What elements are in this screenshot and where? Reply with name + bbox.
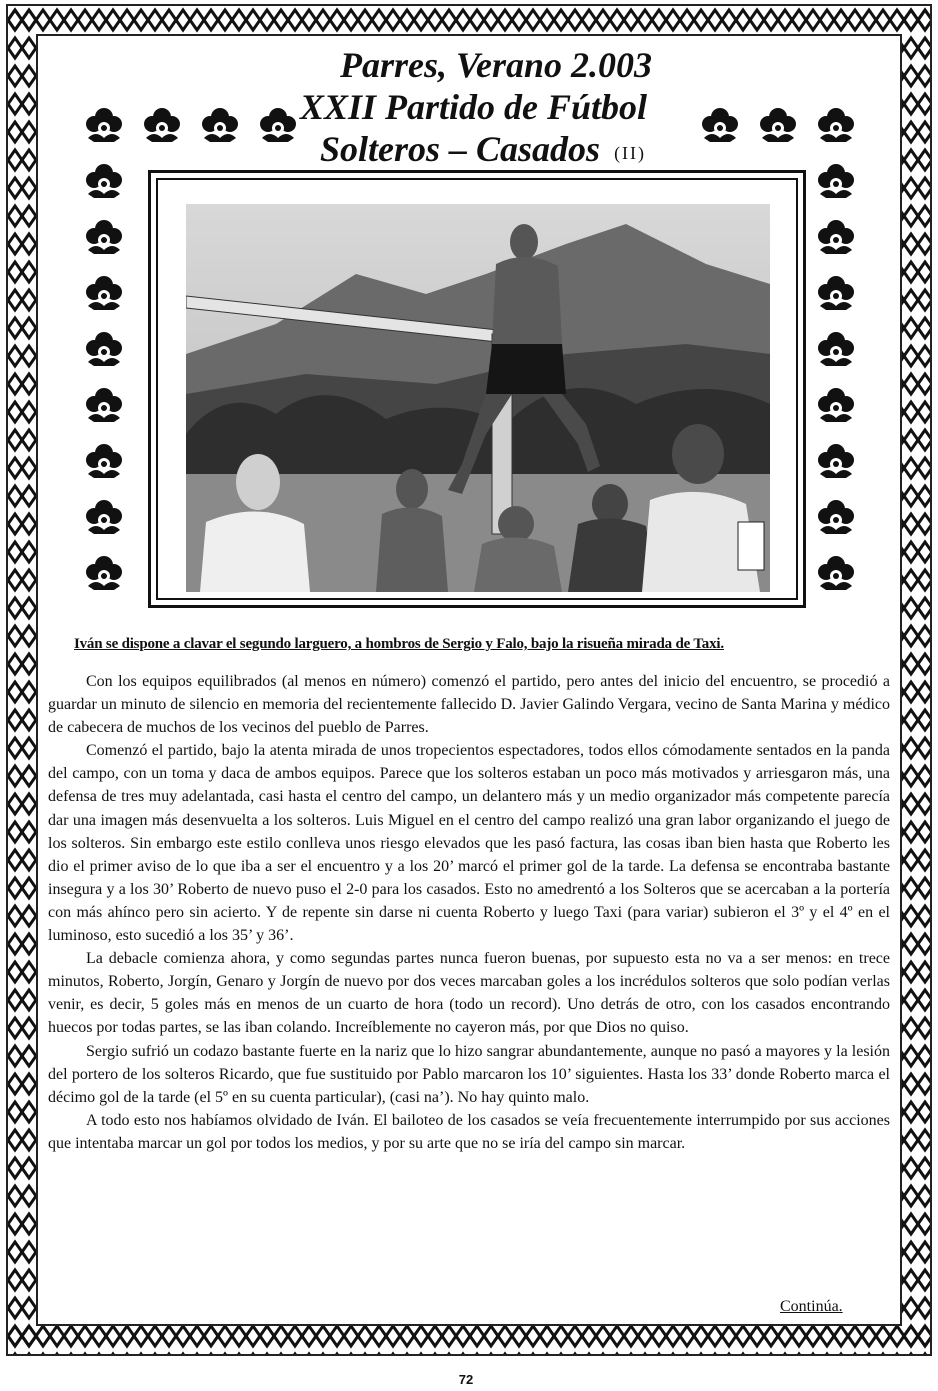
title-line-1: Parres, Verano 2.003 [340, 45, 653, 85]
part-number: (II) [614, 142, 647, 163]
paragraph-3: La debacle comienza ahora, y como segundas partes nunca fueron buenas, por supuesto esta no va a ser menos: en trece minutos, Roberto, Jorgín, Genaro y Jorgín de nuevo por dos veces marcaban goles a los incrédulos solteros que solo podían verlas venir, es decir, 5 goles más en menos de un cuarto de hora (todo un record). Uno detrás de otro, con los casados encontrando huecos por todas partes, se las iban colando. Increíblemente no cayeron más, por que Dios no quiso. [48, 950, 890, 1037]
page-title [300, 44, 720, 174]
paragraph-5: A todo esto nos habíamos olvidado de Iván. El bailoteo de los casados se veía frecuentemente interrumpido por sus acciones que intentaba marcar un gol por todos los medios, y por su arte que no se iría del campo sin marcar. [48, 1111, 890, 1152]
photo-caption: Iván se dispone a clavar el segundo larguero, a hombros de Sergio y Falo, bajo la risueña mirada de Taxi. [74, 636, 724, 652]
title-line-3 [300, 128, 720, 174]
paragraph-2: Comenzó el partido, bajo la atenta mirada de unos tropecientos espectadores, todos ellos cómodamente sentados en la panda del campo, con un toma y daca de ambos equipos. Parece que los solteros estaban un poco más motivados y arriesgaron más, una defensa de tres muy adelantada, casi hasta el centro del campo, un delantero más y un medio organizador más competente parecía dar una imagen más desenvuelta a los solteros. Luis Miguel en el centro del campo realizó una gran labor organizando el juego de los solteros. Sin embargo este estilo conlleva unos riesgo elevados que les pasó factura, las cosas iban bien hasta que Roberto les dio el primer aviso de lo que iba a ser el encuentro y a los 20’ marcó el primer gol de la tarde. La defensa se encontraba bastante insegura y a los 30’ Roberto de nuevo puso el 2-0 para los casados. Esto no amedrentó a los Solteros que se acercaban a la portería con más ahínco pero sin acierto. Y de repente sin darse ni cuenta Roberto y luego Taxi (para variar) subieron el 3º y el 4º en el luminoso, esto sucedió a los 35’ y 36’. [48, 742, 890, 945]
football-goal-photo [186, 204, 770, 592]
page-number: 72 [458, 1372, 474, 1387]
title-line-3-text: Solteros – Casados [320, 129, 601, 169]
continues-link[interactable]: Continúa. [780, 1298, 843, 1315]
title-line-2: XXII Partido de Fútbol [300, 87, 648, 127]
paragraph-4: Sergio sufrió un codazo bastante fuerte en la nariz que lo hizo sangrar abundantemente, aunque no pasó a mayores y la lesión del portero de los solteros Ricardo, que fue sustituido por Pablo marcaron los 10’ siguientes. Hasta los 33’ donde Roberto marca el décimo gol de la tarde (el 5º en su cuenta particular), (casi na’). No hay quinto malo. [48, 1042, 890, 1106]
paragraph-1: Con los equipos equilibrados (al menos en número) comenzó el partido, pero antes del inicio del encuentro, se procedió a guardar un minuto de silencio en memoria del recientemente fallecido D. Javier Galindo Vergara, vecino de Santa Marina y médico de cabecera de muchos de los vecinos del pueblo de Parres. [48, 673, 890, 737]
photo-icon [186, 204, 770, 592]
article-body [48, 670, 890, 1155]
